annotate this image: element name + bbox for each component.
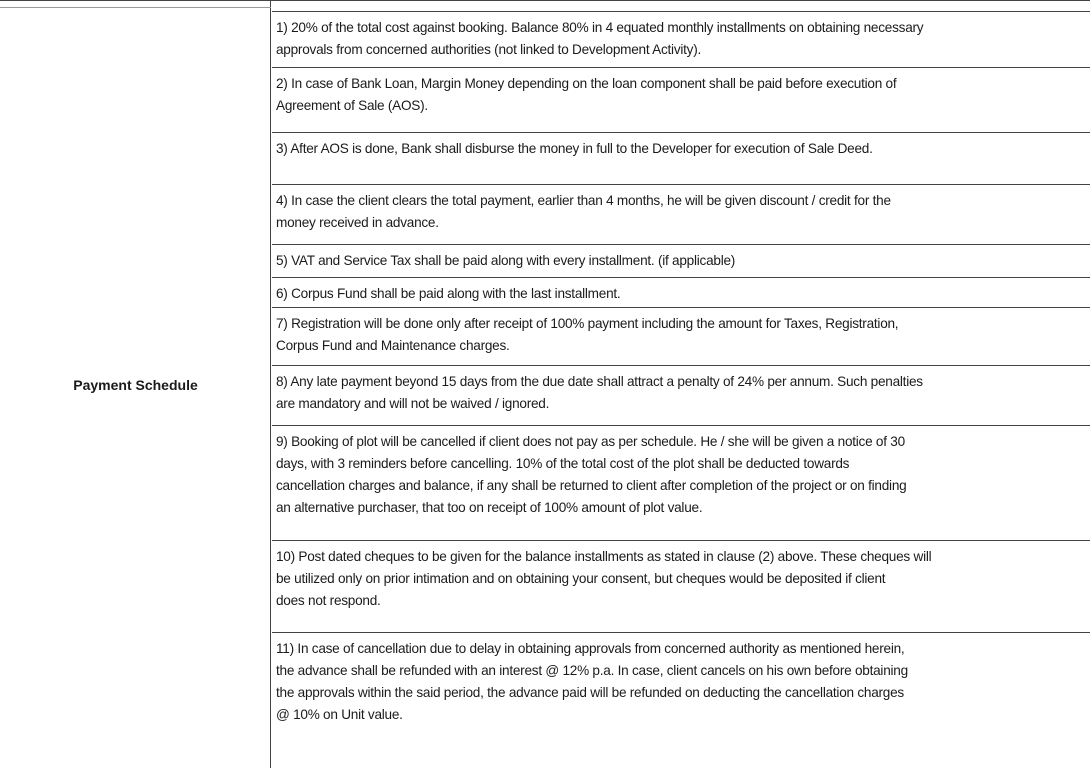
clause-row	[272, 11, 1090, 67]
clause-text-line: Agreement of Sale (AOS).	[276, 98, 428, 113]
clause-row	[272, 425, 1090, 540]
clause-row	[272, 277, 1090, 307]
clause-text-line: the advance shall be refunded with an interest @ 12% p.a. In case, client cancels on his own before obtaining	[276, 663, 908, 678]
clause-text-line: 5) VAT and Service Tax shall be paid along with every installment. (if applicable)	[276, 253, 736, 268]
clause-text-line: 2) In case of Bank Loan, Margin Money depending on the loan component shall be paid before execution of	[276, 76, 897, 91]
clause-text-line: 7) Registration will be done only after receipt of 100% payment including the amount for Taxes, Registration,	[276, 316, 899, 331]
clause-text-line: 1) 20% of the total cost against booking. Balance 80% in 4 equated monthly installments on obtaining necessary	[276, 20, 924, 35]
clause-text-line: 11) In case of cancellation due to delay in obtaining approvals from concerned authority as mentioned herein,	[276, 641, 905, 656]
clause-text-line: money received in advance.	[276, 215, 439, 230]
section-label: Payment Schedule	[73, 377, 198, 393]
clause-row	[272, 307, 1090, 365]
clause-text-line: days, with 3 reminders before cancelling. 10% of the total cost of the plot shall be deducted towards	[276, 456, 850, 471]
clause-text-line: the approvals within the said period, the advance paid will be refunded on deducting the cancellation charges	[276, 685, 904, 700]
clause-row	[272, 184, 1090, 244]
clause-text-line: are mandatory and will not be waived / ignored.	[276, 396, 550, 411]
clause-row	[272, 632, 1090, 732]
clause-text-line: 9) Booking of plot will be cancelled if client does not pay as per schedule. He / she will be given a notice of 30	[276, 434, 905, 449]
clause-text-line: 8) Any late payment beyond 15 days from the due date shall attract a penalty of 24% per annum. Such penalties	[276, 374, 923, 389]
clause-text-line: Corpus Fund and Maintenance charges.	[276, 338, 510, 353]
clause-text-line: approvals from concerned authorities (not linked to Development Activity).	[276, 42, 702, 57]
clause-row	[272, 540, 1090, 632]
clause-text-line: 6) Corpus Fund shall be paid along with the last installment.	[276, 286, 621, 301]
clause-text-line: 3) After AOS is done, Bank shall disburse the money in full to the Developer for execution of Sale Deed.	[276, 141, 873, 156]
clause-text-line: @ 10% on Unit value.	[276, 707, 403, 722]
clause-row	[272, 244, 1090, 277]
label-column	[0, 0, 271, 768]
clause-text-line: 4) In case the client clears the total payment, earlier than 4 months, he will be given discount / credit for the	[276, 193, 891, 208]
clause-text-line: 10) Post dated cheques to be given for the balance installments as stated in clause (2) above. These cheques will	[276, 549, 932, 564]
clause-text-line: does not respond.	[276, 593, 381, 608]
clause-row	[272, 365, 1090, 425]
clause-text-line: be utilized only on prior intimation and on obtaining your consent, but cheques would be deposited if client	[276, 571, 886, 586]
clause-row	[272, 67, 1090, 132]
label-column-top-divider	[0, 0, 271, 8]
clause-row	[272, 132, 1090, 184]
clause-text-line: cancellation charges and balance, if any shall be returned to client after completion of the project or on finding	[276, 478, 907, 493]
clause-text-line: an alternative purchaser, that too on receipt of 100% amount of plot value.	[276, 500, 703, 515]
clause-list	[272, 11, 1090, 732]
